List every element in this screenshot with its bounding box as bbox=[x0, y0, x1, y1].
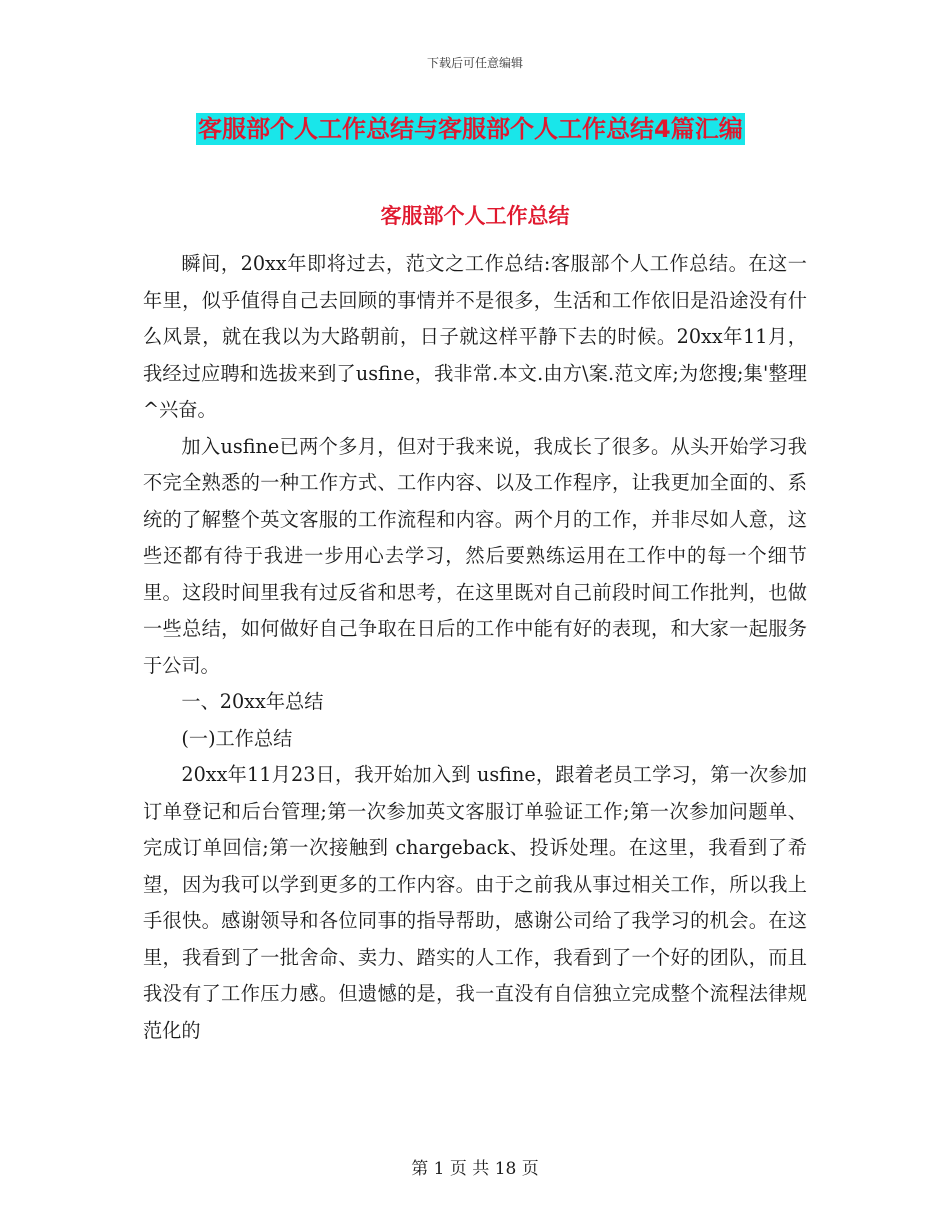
header-note: 下载后可任意编辑 bbox=[426, 56, 523, 70]
body-text bbox=[143, 246, 807, 1049]
heading-year-summary: 一、20xx年总结 bbox=[181, 690, 324, 713]
heading-work-summary: (一)工作总结 bbox=[181, 726, 293, 750]
paragraph-2: 加入usfine已两个多月，但对于我来说，我成长了很多。从头开始学习我不完全熟悉的一种工作方式、工作内容、以及工作程序，让我更加全面的、系统的了解整个英文客服的工作流程和内容。两个月的工作，并非尽如人意，这些还都有待于我进一步用心去学习，然后要熟练运用在工作中的每一个细节里。这段时间里我有过反省和思考，在这里既对自己前段时间工作批判，也做一些总结，如何做好自己争取在日后的工作中能有好的表现，和大家一起服务于公司。 bbox=[143, 434, 807, 677]
paragraph-3: 20xx年11月23日，我开始加入到 usfine，跟着老员工学习，第一次参加订单登记和后台管理;第一次参加英文客服订单验证工作;第一次参加问题单、完成订单回信;第一次接触到 chargeback、投诉处理。在这里，我看到了希望，因为我可以学到更多的工作内容。由于之前我从事过相关工作，所以我上手很快。感谢领导和各位同事的指导帮助，感谢公司给了我学习的机会。在这里，我看到了一批舍命、卖力、踏实的人工作，我看到了一个好的团队，而且我没有了工作压力感。但遗憾的是，我一直没有自信独立完成整个流程法律规范化的 bbox=[143, 763, 807, 1042]
page-footer: 第 1 页 共 18 页 bbox=[411, 1159, 539, 1179]
section-title: 客服部个人工作总结 bbox=[380, 204, 570, 228]
paragraph-1: 瞬间，20xx年即将过去，范文之工作总结:客服部个人工作总结。在这一年里，似乎值得自己去回顾的事情并不是很多，生活和工作依旧是沿途没有什么风景，就在我以为大路朝前，日子就这样平静下去的时候。20xx年11月，我经过应聘和选拔来到了usfine，我非常.本文.由方\案.范文库;为您搜;集'整理^兴奋。 bbox=[143, 252, 807, 421]
document-title: 客服部个人工作总结与客服部个人工作总结4篇汇编 bbox=[198, 115, 743, 143]
